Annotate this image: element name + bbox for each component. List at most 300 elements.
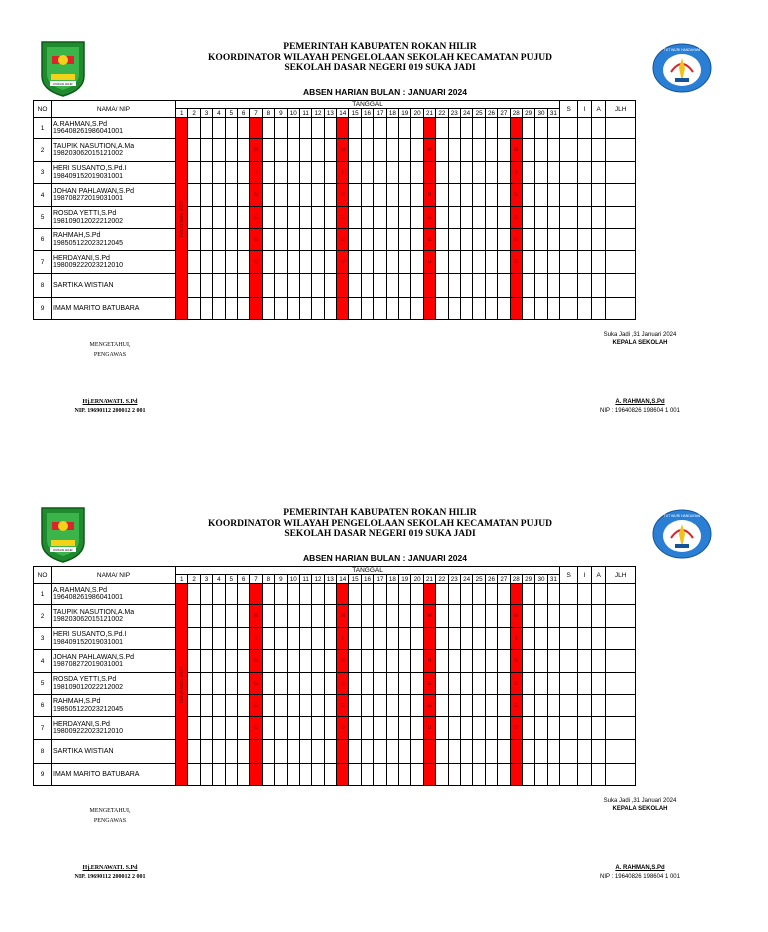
attendance-cell bbox=[547, 628, 559, 650]
attendance-cell bbox=[460, 764, 472, 786]
attendance-cell bbox=[386, 207, 398, 229]
sunday-cell: I bbox=[510, 628, 522, 650]
attendance-cell bbox=[399, 251, 411, 274]
attendance-cell bbox=[287, 628, 299, 650]
logo-right-text: TUT WURI HANDAYANI bbox=[663, 48, 701, 52]
attendance-cell bbox=[522, 229, 534, 251]
attendance-cell bbox=[498, 628, 510, 650]
sunday-cell bbox=[337, 298, 349, 320]
attendance-cell bbox=[547, 274, 559, 298]
attendance-cell bbox=[522, 650, 534, 673]
summary-cell bbox=[592, 184, 606, 207]
attendance-cell bbox=[386, 229, 398, 251]
attendance-cell bbox=[386, 162, 398, 184]
attendance-cell bbox=[498, 717, 510, 740]
sunday-cell: I bbox=[250, 162, 262, 184]
day-header: 22 bbox=[436, 109, 448, 118]
summary-cell bbox=[578, 605, 592, 628]
sunday-cell: G bbox=[337, 673, 349, 695]
attendance-cell bbox=[324, 764, 336, 786]
attendance-cell bbox=[349, 740, 361, 764]
sunday-cell bbox=[337, 274, 349, 298]
row-name-nip bbox=[52, 605, 176, 628]
attendance-cell bbox=[299, 162, 311, 184]
attendance-cell bbox=[448, 251, 460, 274]
table-row bbox=[34, 628, 636, 650]
table-row bbox=[34, 764, 636, 786]
summary-cell bbox=[606, 118, 636, 139]
sunday-cell: G bbox=[250, 695, 262, 717]
attendance-cell bbox=[374, 251, 386, 274]
attendance-cell bbox=[473, 584, 485, 605]
attendance-cell bbox=[225, 740, 237, 764]
attendance-cell bbox=[262, 695, 274, 717]
attendance-cell bbox=[460, 251, 472, 274]
attendance-cell bbox=[547, 298, 559, 320]
day-header: 7 bbox=[250, 109, 262, 118]
summary-cell bbox=[560, 229, 578, 251]
attendance-cell bbox=[312, 673, 324, 695]
day-header: 13 bbox=[324, 109, 336, 118]
attendance-cell bbox=[324, 274, 336, 298]
attendance-cell bbox=[200, 229, 212, 251]
attendance-cell bbox=[448, 298, 460, 320]
summary-cell bbox=[578, 184, 592, 207]
day-header: 31 bbox=[547, 575, 559, 584]
attendance-cell bbox=[448, 184, 460, 207]
attendance-cell bbox=[324, 695, 336, 717]
attendance-cell bbox=[386, 717, 398, 740]
attendance-cell bbox=[498, 764, 510, 786]
attendance-cell bbox=[386, 184, 398, 207]
sunday-cell: G bbox=[423, 695, 435, 717]
col-tanggal-header: TANGGAL bbox=[176, 567, 560, 575]
day-header: 22 bbox=[436, 575, 448, 584]
attendance-cell bbox=[200, 650, 212, 673]
day-header: 21 bbox=[423, 575, 435, 584]
attendance-cell bbox=[275, 764, 287, 786]
attendance-cell bbox=[188, 717, 200, 740]
attendance-cell bbox=[361, 584, 373, 605]
attendance-cell bbox=[473, 118, 485, 139]
attendance-cell bbox=[411, 764, 423, 786]
attendance-cell bbox=[188, 650, 200, 673]
attendance-cell bbox=[547, 717, 559, 740]
attendance-cell bbox=[460, 207, 472, 229]
attendance-cell bbox=[498, 207, 510, 229]
attendance-cell bbox=[374, 229, 386, 251]
day-header: 11 bbox=[299, 109, 311, 118]
attendance-cell bbox=[237, 207, 249, 229]
summary-cell bbox=[592, 695, 606, 717]
employee-nip: 198009222023212010 bbox=[53, 728, 124, 735]
attendance-cell bbox=[460, 717, 472, 740]
sunday-cell: U bbox=[510, 717, 522, 740]
attendance-cell bbox=[275, 207, 287, 229]
attendance-cell bbox=[411, 584, 423, 605]
attendance-cell bbox=[399, 764, 411, 786]
logo-right-text: TUT WURI HANDAYANI bbox=[663, 514, 701, 518]
employee-nip: 196408261986041001 bbox=[53, 128, 124, 135]
attendance-cell bbox=[213, 628, 225, 650]
row-name-nip bbox=[52, 118, 176, 139]
sunday-cell bbox=[423, 298, 435, 320]
attendance-cell bbox=[299, 673, 311, 695]
attendance-cell bbox=[287, 298, 299, 320]
attendance-cell bbox=[361, 695, 373, 717]
summary-cell bbox=[606, 740, 636, 764]
attendance-cell bbox=[485, 673, 497, 695]
summary-cell bbox=[592, 139, 606, 162]
attendance-cell bbox=[374, 740, 386, 764]
attendance-cell bbox=[237, 139, 249, 162]
attendance-cell bbox=[374, 584, 386, 605]
attendance-cell bbox=[287, 584, 299, 605]
attendance-cell bbox=[374, 650, 386, 673]
attendance-cell bbox=[448, 650, 460, 673]
attendance-cell bbox=[374, 162, 386, 184]
attendance-cell bbox=[361, 628, 373, 650]
sunday-cell: I bbox=[423, 628, 435, 650]
employee-nip: 198409152019031001 bbox=[53, 638, 124, 646]
day-header: 18 bbox=[386, 575, 398, 584]
attendance-cell bbox=[324, 207, 336, 229]
attendance-cell bbox=[225, 139, 237, 162]
col-summary-header: JLH bbox=[606, 567, 636, 584]
summary-cell bbox=[578, 162, 592, 184]
attendance-cell bbox=[188, 139, 200, 162]
attendance-cell bbox=[287, 184, 299, 207]
summary-cell bbox=[578, 695, 592, 717]
sunday-cell: M bbox=[337, 605, 349, 628]
attendance-cell bbox=[436, 118, 448, 139]
summary-cell bbox=[592, 717, 606, 740]
attendance-cell bbox=[287, 207, 299, 229]
attendance-cell bbox=[485, 650, 497, 673]
attendance-cell bbox=[200, 605, 212, 628]
absen-title: ABSEN HARIAN BULAN : JANUARI 2024 bbox=[303, 87, 467, 97]
attendance-cell bbox=[485, 274, 497, 298]
summary-cell bbox=[560, 764, 578, 786]
day-header: 3 bbox=[200, 109, 212, 118]
attendance-cell bbox=[213, 274, 225, 298]
attendance-cell bbox=[485, 298, 497, 320]
attendance-cell bbox=[399, 740, 411, 764]
day-header: 16 bbox=[361, 109, 373, 118]
attendance-cell bbox=[287, 695, 299, 717]
employee-nip: 198203062015121002 bbox=[53, 150, 124, 157]
sunday-cell: G bbox=[337, 207, 349, 229]
col-tanggal-header: TANGGAL bbox=[176, 101, 560, 109]
sunday-cell bbox=[423, 740, 435, 764]
attendance-cell bbox=[436, 695, 448, 717]
attendance-cell bbox=[349, 298, 361, 320]
day-header: 5 bbox=[225, 109, 237, 118]
attendance-cell bbox=[361, 184, 373, 207]
summary-cell bbox=[560, 251, 578, 274]
attendance-cell bbox=[225, 605, 237, 628]
pengawas-nip: NIP. 19690112 200012 2 001 bbox=[74, 408, 146, 414]
attendance-cell bbox=[473, 695, 485, 717]
attendance-cell bbox=[522, 605, 534, 628]
attendance-cell bbox=[262, 628, 274, 650]
day-header: 4 bbox=[213, 575, 225, 584]
attendance-cell bbox=[237, 764, 249, 786]
attendance-cell bbox=[411, 251, 423, 274]
employee-nip: 198708272019031001 bbox=[53, 195, 124, 202]
attendance-cell bbox=[188, 118, 200, 139]
sunday-cell: G bbox=[337, 695, 349, 717]
summary-cell bbox=[560, 184, 578, 207]
employee-name: HERDAYANI,S.Pd bbox=[53, 254, 110, 262]
col-summary-header: S bbox=[560, 101, 578, 118]
employee-nip: 198109012022212002 bbox=[53, 217, 124, 225]
attendance-cell bbox=[361, 673, 373, 695]
summary-cell bbox=[592, 207, 606, 229]
attendance-cell bbox=[188, 251, 200, 274]
sunday-cell: N bbox=[423, 650, 435, 673]
attendance-cell bbox=[411, 717, 423, 740]
row-no: 6 bbox=[34, 229, 52, 251]
day-header: 10 bbox=[287, 109, 299, 118]
attendance-cell bbox=[386, 584, 398, 605]
employee-name: TAUPIK NASUTION,A.Ma bbox=[53, 142, 135, 150]
attendance-cell bbox=[275, 118, 287, 139]
attendance-cell bbox=[361, 251, 373, 274]
attendance-cell bbox=[312, 628, 324, 650]
row-no: 9 bbox=[34, 764, 52, 786]
attendance-cell bbox=[213, 139, 225, 162]
attendance-cell bbox=[485, 184, 497, 207]
attendance-cell bbox=[287, 650, 299, 673]
attendance-cell bbox=[535, 740, 547, 764]
kepala-sekolah-nip: NIP : 19640826 198604 1 001 bbox=[600, 408, 680, 414]
employee-name: RAHMAH,S.Pd bbox=[53, 698, 101, 705]
attendance-cell bbox=[436, 162, 448, 184]
summary-cell bbox=[606, 162, 636, 184]
sunday-cell: G bbox=[423, 229, 435, 251]
attendance-cell bbox=[374, 118, 386, 139]
attendance-cell bbox=[498, 274, 510, 298]
attendance-cell bbox=[498, 118, 510, 139]
attendance-cell bbox=[547, 764, 559, 786]
attendance-cell bbox=[324, 605, 336, 628]
table-row bbox=[34, 229, 636, 251]
day-header: 29 bbox=[522, 109, 534, 118]
attendance-cell bbox=[374, 764, 386, 786]
attendance-cell bbox=[225, 695, 237, 717]
attendance-cell bbox=[411, 229, 423, 251]
attendance-cell bbox=[237, 717, 249, 740]
attendance-cell bbox=[535, 184, 547, 207]
summary-cell bbox=[606, 139, 636, 162]
row-no: 3 bbox=[34, 162, 52, 184]
day-header: 24 bbox=[460, 109, 472, 118]
attendance-cell bbox=[411, 162, 423, 184]
attendance-cell bbox=[262, 605, 274, 628]
attendance-cell bbox=[448, 717, 460, 740]
place-date: Suka Jadi ,31 Januari 2024 bbox=[603, 332, 677, 338]
attendance-cell bbox=[386, 605, 398, 628]
attendance-cell bbox=[237, 118, 249, 139]
attendance-cell bbox=[411, 274, 423, 298]
attendance-cell bbox=[399, 628, 411, 650]
attendance-cell bbox=[275, 298, 287, 320]
summary-cell bbox=[578, 207, 592, 229]
attendance-cell bbox=[522, 673, 534, 695]
attendance-cell bbox=[411, 650, 423, 673]
day-header: 28 bbox=[510, 109, 522, 118]
attendance-cell bbox=[287, 764, 299, 786]
attendance-cell bbox=[411, 184, 423, 207]
row-no: 1 bbox=[34, 584, 52, 605]
attendance-cell bbox=[324, 162, 336, 184]
attendance-cell bbox=[374, 184, 386, 207]
attendance-cell bbox=[399, 605, 411, 628]
attendance-cell bbox=[448, 118, 460, 139]
attendance-cell bbox=[225, 184, 237, 207]
attendance-cell bbox=[547, 139, 559, 162]
sunday-cell: M bbox=[250, 139, 262, 162]
attendance-cell bbox=[213, 717, 225, 740]
day-header: 25 bbox=[473, 575, 485, 584]
table-row bbox=[34, 717, 636, 740]
sunday-cell: I bbox=[510, 162, 522, 184]
sunday-cell: I bbox=[337, 628, 349, 650]
attendance-cell bbox=[262, 274, 274, 298]
sunday-cell bbox=[337, 118, 349, 139]
attendance-cell bbox=[399, 584, 411, 605]
summary-cell bbox=[560, 139, 578, 162]
attendance-cell bbox=[188, 274, 200, 298]
attendance-cell bbox=[547, 740, 559, 764]
employee-name: RAHMAH,S.Pd bbox=[53, 232, 101, 239]
attendance-cell bbox=[188, 695, 200, 717]
row-no: 2 bbox=[34, 605, 52, 628]
attendance-cell bbox=[349, 162, 361, 184]
attendance-cell bbox=[275, 251, 287, 274]
attendance-cell bbox=[547, 162, 559, 184]
sunday-cell: I bbox=[250, 628, 262, 650]
attendance-cell bbox=[436, 229, 448, 251]
summary-cell bbox=[560, 650, 578, 673]
attendance-cell bbox=[225, 207, 237, 229]
attendance-cell bbox=[324, 251, 336, 274]
attendance-cell bbox=[312, 695, 324, 717]
row-no: 9 bbox=[34, 298, 52, 320]
header-line1: PEMERINTAH KABUPATEN ROKAN HILIR bbox=[283, 42, 477, 52]
col-summary-header: S bbox=[560, 567, 578, 584]
attendance-cell bbox=[349, 717, 361, 740]
attendance-cell bbox=[399, 717, 411, 740]
sunday-cell: M bbox=[423, 605, 435, 628]
attendance-cell bbox=[275, 274, 287, 298]
attendance-cell bbox=[399, 207, 411, 229]
row-no: 3 bbox=[34, 628, 52, 650]
attendance-cell bbox=[262, 229, 274, 251]
attendance-cell bbox=[188, 162, 200, 184]
attendance-cell bbox=[535, 274, 547, 298]
attendance-cell bbox=[324, 584, 336, 605]
attendance-cell bbox=[535, 584, 547, 605]
day-header: 5 bbox=[225, 575, 237, 584]
attendance-cell bbox=[262, 207, 274, 229]
attendance-cell bbox=[188, 229, 200, 251]
attendance-cell bbox=[349, 184, 361, 207]
summary-cell bbox=[578, 139, 592, 162]
row-name-nip bbox=[52, 162, 176, 184]
attendance-cell bbox=[386, 764, 398, 786]
mengetahui-label: MENGETAHUI, bbox=[89, 808, 131, 814]
attendance-cell bbox=[225, 274, 237, 298]
attendance-cell bbox=[547, 229, 559, 251]
attendance-cell bbox=[448, 584, 460, 605]
attendance-cell bbox=[225, 650, 237, 673]
attendance-cell bbox=[312, 740, 324, 764]
attendance-cell bbox=[498, 605, 510, 628]
row-no: 4 bbox=[34, 650, 52, 673]
attendance-cell bbox=[460, 139, 472, 162]
summary-cell bbox=[578, 650, 592, 673]
attendance-cell bbox=[436, 274, 448, 298]
employee-name: HERI SUSANTO,S.Pd.I bbox=[53, 165, 127, 172]
day-header: 4 bbox=[213, 109, 225, 118]
table-row bbox=[34, 184, 636, 207]
attendance-cell bbox=[473, 717, 485, 740]
sunday-cell bbox=[423, 274, 435, 298]
attendance-cell bbox=[349, 139, 361, 162]
attendance-cell bbox=[200, 118, 212, 139]
day-header: 2 bbox=[188, 575, 200, 584]
pengawas-name: Hj.ERNAWATI. S.Pd bbox=[82, 865, 138, 871]
sunday-cell bbox=[250, 298, 262, 320]
attendance-cell bbox=[535, 695, 547, 717]
col-no-header: NO bbox=[34, 567, 52, 584]
summary-cell bbox=[592, 650, 606, 673]
sunday-cell: G bbox=[423, 207, 435, 229]
attendance-cell bbox=[312, 162, 324, 184]
sunday-cell bbox=[423, 764, 435, 786]
day-header: 25 bbox=[473, 109, 485, 118]
attendance-cell bbox=[374, 673, 386, 695]
attendance-cell bbox=[200, 298, 212, 320]
attendance-cell bbox=[349, 628, 361, 650]
attendance-cell bbox=[473, 628, 485, 650]
attendance-cell bbox=[535, 673, 547, 695]
attendance-cell bbox=[399, 162, 411, 184]
attendance-cell bbox=[473, 139, 485, 162]
sunday-cell: G bbox=[250, 229, 262, 251]
employee-nip: 198505122023212045 bbox=[53, 239, 124, 247]
attendance-cell bbox=[411, 207, 423, 229]
summary-cell bbox=[560, 740, 578, 764]
attendance-cell bbox=[275, 695, 287, 717]
sunday-cell: U bbox=[423, 251, 435, 274]
attendance-cell bbox=[237, 298, 249, 320]
sunday-cell: G bbox=[510, 229, 522, 251]
attendance-cell bbox=[547, 184, 559, 207]
row-no: 5 bbox=[34, 207, 52, 229]
attendance-cell bbox=[473, 605, 485, 628]
attendance-cell bbox=[522, 740, 534, 764]
attendance-cell bbox=[213, 764, 225, 786]
employee-name: TAUPIK NASUTION,A.Ma bbox=[53, 608, 135, 616]
attendance-cell bbox=[287, 251, 299, 274]
day-header: 9 bbox=[275, 109, 287, 118]
attendance-cell bbox=[312, 605, 324, 628]
col-summary-header: A bbox=[592, 567, 606, 584]
attendance-cell bbox=[312, 584, 324, 605]
